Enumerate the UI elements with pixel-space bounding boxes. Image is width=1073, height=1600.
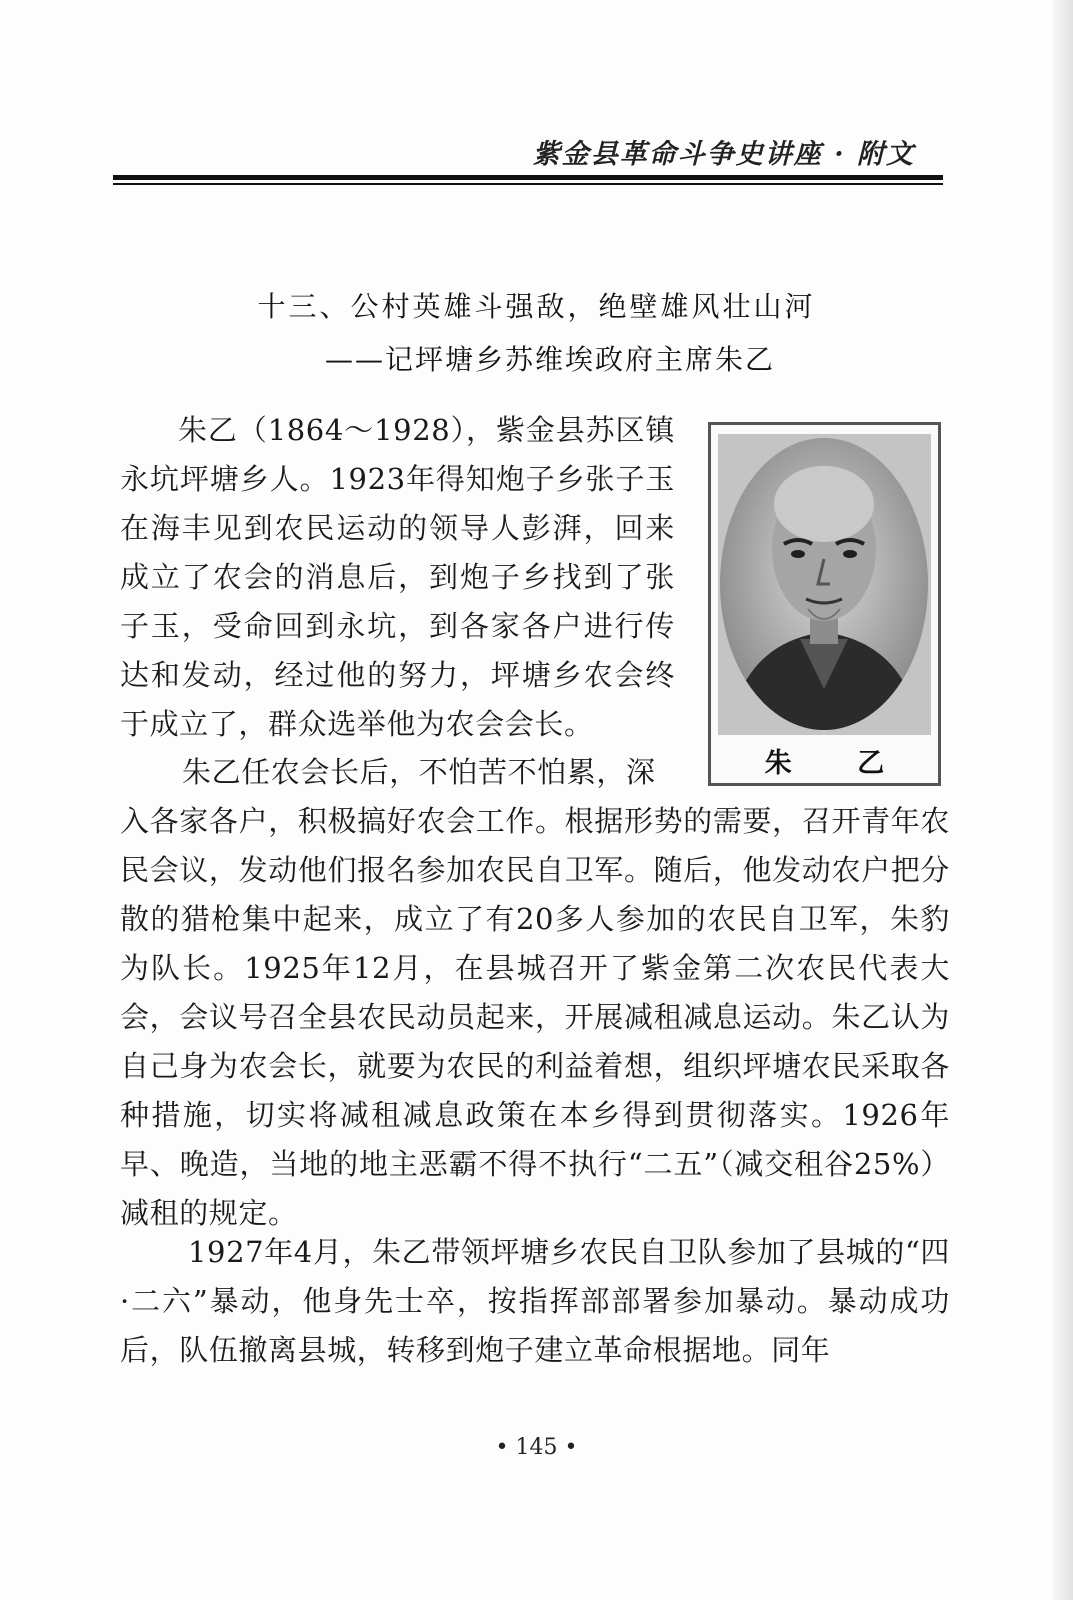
page-number: • 145 • [495,1435,578,1460]
paragraph-2-body: 入各家各户，积极搞好农会工作。根据形势的需要，召开青年农民会议，发动他们报名参加农民自卫军。随后，他发动农户把分散的猎枪集中起来，成立了有20多人参加的农民自卫军，朱豹为队长。1925年12月，在县城召开了紫金第二次农民代表大会，会议号召全县农民动员起来，开展减租减息运动。朱乙认为自己身为农会长，就要为农民的利益着想，组织坪塘农民采取各种措施，切实将减租减息政策在本乡得到贯彻落实。1926年早、晚造，当地的地主恶霸不得不执行“二五”（减交租谷25%）减租的规定。 [120,804,950,1230]
paragraph-3: 1927年4月，朱乙带领坪塘乡农民自卫队参加了县城的“四·二六”暴动，他身先士卒，按指挥部部署参加暴动。暴动成功后，队伍撤离县城，转移到炮子建立革命根据地。同年 [120,1235,950,1367]
article-subtitle: ——记坪塘乡苏维埃政府主席朱乙 [324,343,775,376]
paragraph-2-first-line: 朱乙任农会长后，不怕苦不怕累，深 [182,755,656,789]
header-rule-thick [113,175,943,180]
paragraph-2 [120,748,950,1238]
scan-edge-shadow [1053,0,1073,1600]
paragraph-1: 朱乙（1864～1928），紫金县苏区镇永坑坪塘乡人。1923年得知炮子乡张子玉在海丰见到农民运动的领导人彭湃，回来成立了农会的消息后，到炮子乡找到了张子玉，受命回到永坑，到各家各户进行传达和发动，经过他的努力，坪塘乡农会终于成立了，群众选举他为农会会长。 [120,413,675,741]
portrait-photo [718,434,931,735]
portrait-image [718,434,931,735]
portrait-caption: 朱 乙 [764,748,913,779]
portrait-frame [708,422,941,786]
running-header: 紫金县革命斗争史讲座 · 附文 [532,139,915,170]
header-rule-thin [113,183,943,185]
article-title: 十三、公村英雄斗强敌，绝壁雄风壮山河 [257,290,816,323]
